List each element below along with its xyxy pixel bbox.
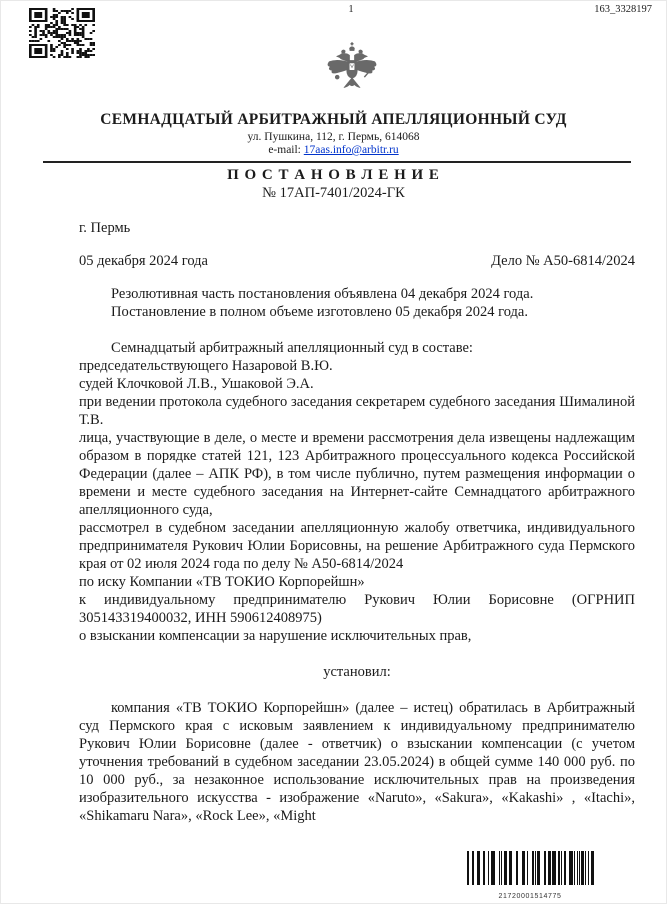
barcode-number: 21720001514775 (498, 893, 562, 900)
document-type-title: П О С Т А Н О В Л Е Н И Е (227, 167, 440, 183)
paragraph-full-text-date: Постановление в полном объеме изготовлено 05 декабря 2024 года. (111, 304, 528, 320)
court-address: ул. Пушкина, 112, г. Пермь, 614068 (247, 131, 420, 143)
email-link[interactable]: 17aas.info@arbitr.ru (303, 144, 399, 156)
paragraph-secretary: при ведении протокола судебного заседания секретарем судебного заседания Шималиной Т.В. (79, 394, 635, 428)
document-body (79, 285, 635, 825)
email-label: e-mail: (268, 144, 304, 156)
paragraph-appeal-considered: рассмотрел в судебном заседании апелляционную жалобу ответчика, индивидуального предпринимателя Рукович Юлии Борисовны, на решение Арбитражного суда Пермского края от 02 июля 2024 года по делу № А50-6814/2024 (79, 520, 635, 572)
city-label: г. Пермь (79, 220, 131, 236)
page-number: 1 (348, 4, 354, 15)
case-reference: Дело № А50-6814/2024 (491, 253, 635, 269)
spacer (79, 645, 635, 663)
paragraph-judges: судей Клочковой Л.В., Ушаковой Э.А. (79, 376, 314, 392)
document-id: 163_3328197 (594, 4, 652, 15)
paragraph-resolutive-part: Резолютивная часть постановления объявлена 04 декабря 2024 года. (111, 286, 534, 302)
paragraph-established: установил: (323, 664, 391, 680)
resolution-number: № 17АП-7401/2024-ГК (262, 185, 405, 201)
paragraph-court-composition: Семнадцатый арбитражный апелляционный суд в составе: (111, 340, 473, 356)
decision-date: 05 декабря 2024 года (79, 253, 208, 269)
spacer (79, 681, 635, 699)
header-divider (43, 161, 631, 163)
paragraph-main-claim: компания «ТВ ТОКИО Корпорейшн» (далее – истец) обратилась в Арбитражный суд Пермского края с исковым заявлением к индивидуальному предпринимателю Рукович Юлии Борисовне (далее - ответчик) о взыскании компенсации (с учетом уточнения требований в судебном заседании 23.05.2024) в общей сумме 140 000 руб. по 10 000 руб., за незаконное использование исключительных прав на произведения изобразительного искусства - изображение «Naruto», «Sakura», «Kakashi» , «Itachi», «Shikamaru Nara», «Rock Lee», «Might (79, 700, 635, 824)
paragraph-presiding-judge: председательствующего Назаровой В.Ю. (79, 358, 333, 374)
paragraph-claim-subject: о взыскании компенсации за нарушение исключительных прав, (79, 628, 472, 644)
russia-coat-of-arms-icon (321, 42, 383, 95)
date-row (79, 253, 635, 270)
email-line (41, 144, 626, 156)
paragraph-claim-against: к индивидуальному предпринимателю Рукович Юлии Борисовне (ОГРНИП 305143319400032, ИНН 590612408975) (79, 592, 635, 626)
court-name: СЕМНАДЦАТЫЙ АРБИТРАЖНЫЙ АПЕЛЛЯЦИОННЫЙ СУД (100, 111, 567, 128)
spacer (79, 321, 635, 339)
qr-code-icon (29, 8, 95, 58)
barcode-icon (466, 851, 594, 900)
paragraph-notice: лица, участвующие в деле, о месте и времени рассмотрения дела извещены надлежащим образом в порядке статей 121, 123 Арбитражного процессуального кодекса Российской Федерации (далее – АПК РФ), в том числе публично, путем размещения информации о времени и месте судебного заседания на Интернет-сайте Семнадцатого арбитражного апелляционного суда, (79, 430, 635, 518)
paragraph-claim-by: по иску Компании «ТВ ТОКИО Корпорейшн» (79, 574, 365, 590)
